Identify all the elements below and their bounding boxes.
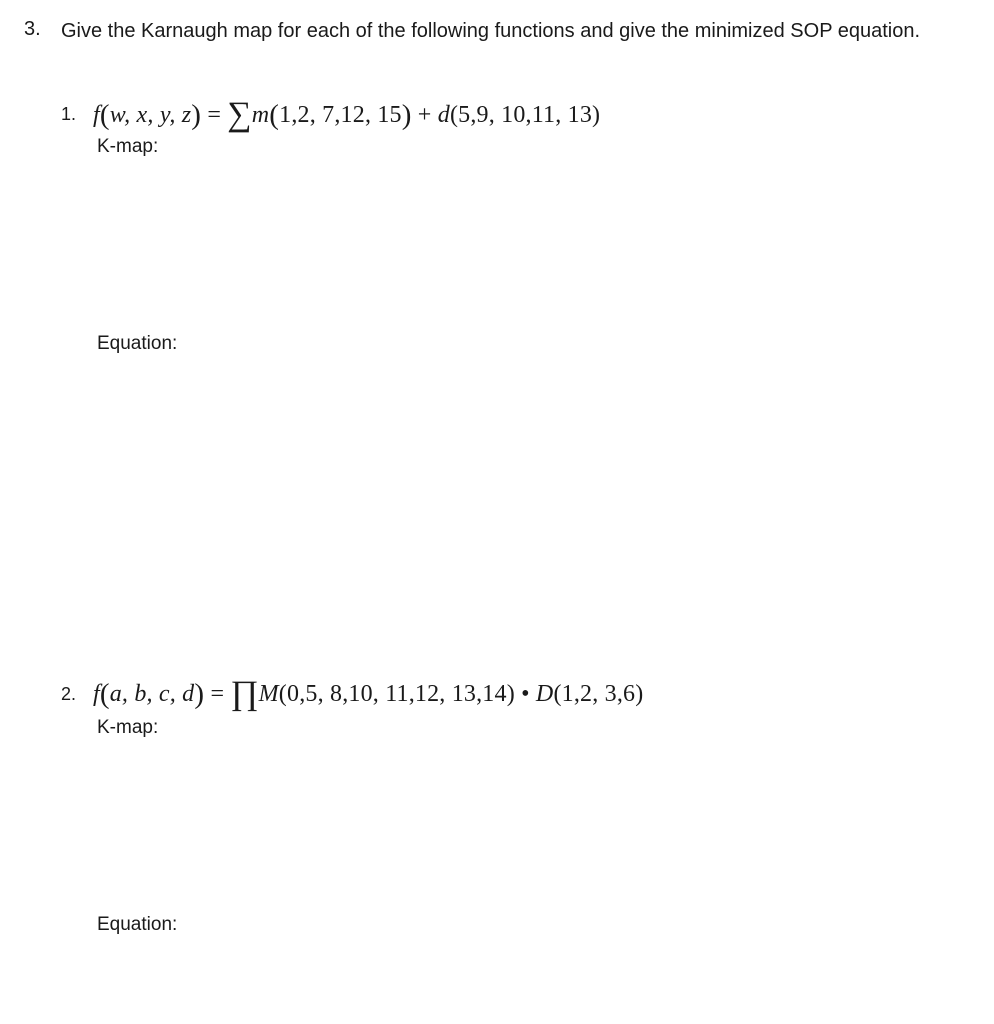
item-1-equation: f(w, x, y, z) = ∑m(1,2, 7,12, 15) + d(5,9, 10,11, 13) [93, 96, 601, 133]
minterm-list: 1,2, 7,12, 15 [279, 102, 402, 128]
maxterm-symbol: M [258, 681, 279, 707]
item-2-equation: f(a, b, c, d) = ∏M(0,5, 8,10, 11,12, 13,14) • D(1,2, 3,6) [93, 675, 644, 712]
function-variables: a, b, c, d [109, 681, 195, 707]
dont-care-list: (5,9, 10,11, 13) [449, 102, 601, 128]
maxterm-list: (0,5, 8,10, 11,12, 13,14) [278, 681, 515, 707]
item-1-equation-label: Equation: [97, 333, 178, 354]
dont-care-list: (1,2, 3,6) [553, 681, 644, 707]
item-1-number: 1. [61, 104, 77, 124]
minterm-symbol: m [251, 102, 270, 128]
item-2-number: 2. [61, 684, 77, 704]
item-1-kmap-label: K-map: [97, 136, 159, 157]
product-operator: ∏ [230, 675, 259, 712]
dont-care-symbol: D [535, 681, 554, 707]
item-2-kmap-label: K-map: [97, 717, 159, 738]
function-symbol: f [93, 681, 100, 707]
sum-operator: ∑ [227, 96, 252, 133]
question-text: Give the Karnaugh map for each of the following functions and give the minimized SOP equation. [61, 20, 921, 42]
item-2-equation-label: Equation: [97, 914, 178, 935]
question-number: 3. [24, 18, 41, 40]
function-symbol: f [93, 102, 100, 128]
function-variables: w, x, y, z [109, 102, 192, 128]
dont-care-symbol: d [437, 102, 450, 128]
